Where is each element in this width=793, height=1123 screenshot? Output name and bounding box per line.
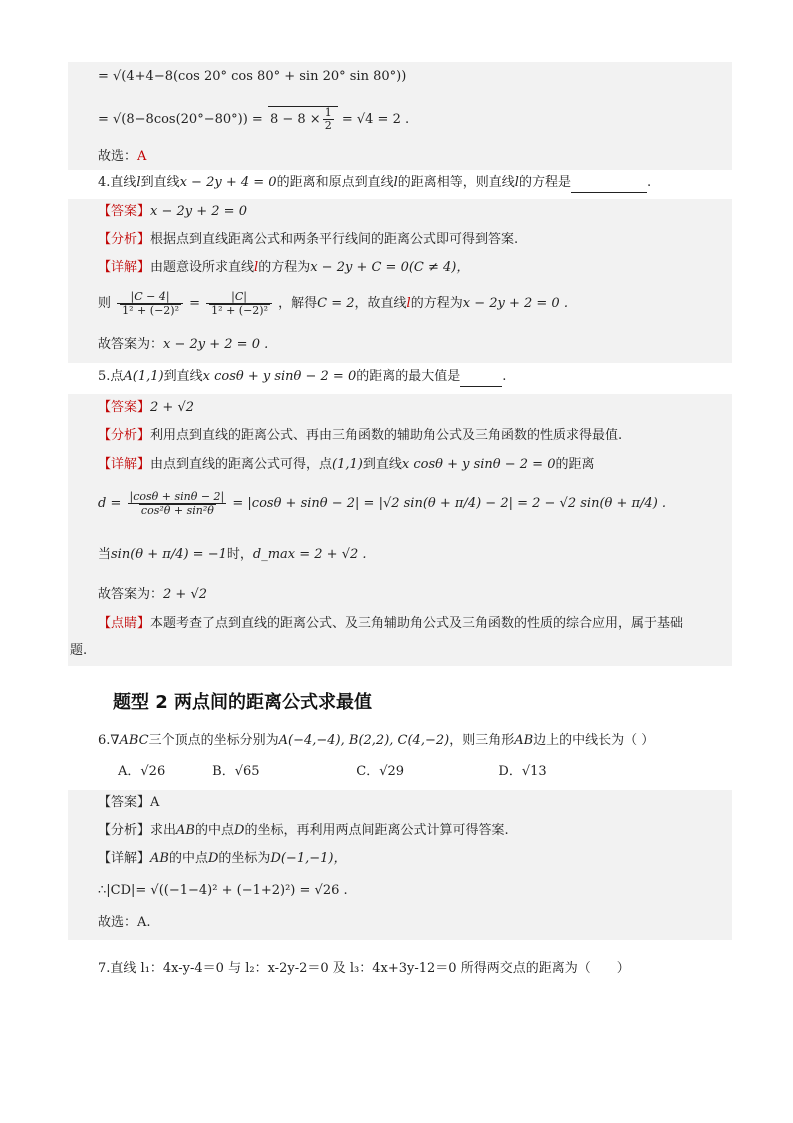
detail-line: 【详解】由点到直线的距离公式可得，点(1,1)到直线x cosθ + y sinθ − 2 = 0的距离 — [98, 457, 595, 472]
answer-line: 【答案】2 + √2 — [98, 400, 194, 415]
comment-line-continued: 题. — [70, 643, 88, 658]
distance-formula: d = $\frac{|\cos\theta + \sin\theta - 2|}{\text{cos²θ + sin²θ}}$ = |cosθ + sinθ − 2| = |√2 sin(θ + π/4) − 2| = 2 − √2 sin(θ + π/4) . — [98, 489, 667, 517]
analysis-line: 【分析】求出AB的中点D的坐标，再利用两点间距离公式计算可得答案. — [98, 823, 509, 838]
final-answer-line: 故答案为：2 + √2 — [98, 587, 207, 602]
formula-line: = √(8−8cos(20°−80°)) = 8 − 8 × $\frac{1}{2}$ = √4 = 2 . — [98, 106, 410, 132]
option-c[interactable]: C．√29 — [356, 764, 405, 779]
options-row — [118, 763, 547, 781]
formula-line: = √(4+4−8(cos 20° cos 80° + sin 20° sin 80°)) — [98, 69, 407, 84]
question-4: 4.直线l到直线x − 2y + 4 = 0的距离和原点到直线l的距离相等，则直线l的方程是 . — [98, 174, 651, 193]
question-7: 7.直线 l₁：4x-y-4＝0 与 l₂：x-2y-2＝0 及 l₃：4x+3y-12＝0 所得两交点的距离为（ ） — [98, 961, 630, 976]
choice-line: 故选：A — [98, 149, 147, 164]
comment-line: 【点睛】本题考查了点到直线的距离公式、及三角辅助角公式及三角函数的性质的综合应用，属于基础 — [98, 616, 684, 631]
final-answer-line: 故选：A. — [98, 915, 151, 930]
section-title: 题型 2 两点间的距离公式求最值 — [113, 692, 373, 713]
max-condition: 当sin(θ + π/4) = −1时，d_max = 2 + √2 . — [98, 547, 367, 562]
option-a[interactable]: A．√26 — [118, 764, 166, 779]
question-6: 6.∇ABC三个顶点的坐标分别为A(−4,−4), B(2,2), C(4,−2)，则三角形AB边上的中线长为（ ） — [98, 733, 655, 748]
analysis-line: 【分析】根据点到直线距离公式和两条平行线间的距离公式即可得到答案. — [98, 232, 519, 247]
final-answer-line: 故答案为：x − 2y + 2 = 0 . — [98, 337, 269, 352]
option-d[interactable]: D．√13 — [498, 764, 547, 779]
detail-line: 【详解】AB的中点D的坐标为D(−1,−1)， — [98, 851, 347, 866]
detail-formula: 则 $\frac{|C - 4|}{\text{1² + (−2)²}}$ = $\frac{|C|}{\text{1² + (−2)²}}$ ，解得C = 2，故直线l的方程为x − 2y + 2 = 0 . — [98, 289, 568, 317]
answer-line: 【答案】A — [98, 795, 160, 810]
calc-line: ∴|CD|= √((−1−4)² + (−1+2)²) = √26 . — [98, 883, 348, 898]
answer-line: 【答案】x − 2y + 2 = 0 — [98, 204, 247, 219]
analysis-line: 【分析】利用点到直线的距离公式、再由三角函数的辅助角公式及三角函数的性质求得最值. — [98, 428, 623, 443]
detail-line: 【详解】由题意设所求直线l的方程为x − 2y + C = 0(C ≠ 4)， — [98, 260, 470, 275]
option-b[interactable]: B．√65 — [212, 764, 260, 779]
question-5: 5.点A(1,1)到直线x cosθ + y sinθ − 2 = 0的距离的最大值是 . — [98, 368, 506, 387]
